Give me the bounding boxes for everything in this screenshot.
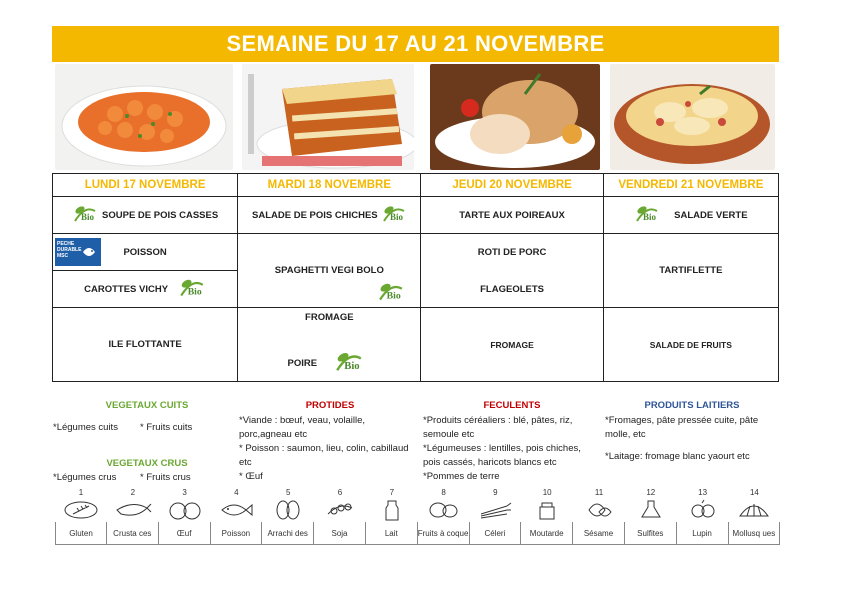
legend-line: *Légumeuses : lentilles, pois chiches, — [423, 443, 581, 454]
legend-line: etc — [239, 457, 252, 468]
menu-cell — [53, 197, 238, 234]
allergen-number: 2 — [130, 488, 136, 497]
legend-line: semoule etc — [423, 429, 475, 440]
legend-item: * Fruits crus — [140, 472, 191, 483]
peanut-icon — [262, 498, 314, 522]
bio-logo-icon — [634, 203, 660, 228]
allergen-item — [418, 488, 470, 545]
allergen-item — [677, 488, 729, 545]
allergen-number: 13 — [698, 488, 708, 497]
allergen-label: Œuf — [159, 522, 211, 545]
tartiflette-photo — [610, 64, 775, 170]
allergen-item — [625, 488, 677, 545]
allergen-label: Arrachi des — [262, 522, 314, 545]
legend-line: * Œuf — [239, 471, 263, 482]
legend-title-laitiers: PRODUITS LAITIERS — [644, 400, 740, 411]
allergen-item — [314, 488, 366, 545]
dish-name: POISSON — [123, 246, 167, 258]
lasagna-photo — [242, 64, 414, 170]
celery-icon — [469, 498, 521, 522]
menu-cell — [603, 308, 778, 382]
allergen-item — [55, 488, 107, 545]
allergen-number: 8 — [441, 488, 446, 497]
bio-logo-icon — [178, 276, 206, 303]
legend-line: *Pommes de terre — [423, 471, 500, 482]
dish-name: FROMAGE — [305, 311, 354, 323]
legend-line: * Poisson : saumon, lieu, colin, cabillaud — [239, 443, 409, 454]
day-header: JEUDI 20 NOVEMBRE — [421, 174, 603, 197]
bio-logo-icon — [72, 203, 98, 228]
legend-item: * Fruits cuits — [140, 422, 193, 433]
nut-icon — [418, 498, 470, 522]
allergen-number: 14 — [749, 488, 759, 497]
allergen-label: Gluten — [55, 522, 107, 545]
legend-text-protides — [239, 414, 424, 484]
allergen-label: Lupin — [677, 522, 729, 545]
svg-text:Bio: Bio — [81, 211, 95, 222]
fish-icon — [210, 498, 262, 522]
allergen-item — [521, 488, 573, 545]
allergen-label: Moutarde — [521, 522, 573, 545]
allergen-number: 3 — [182, 488, 187, 497]
legend-line: *Produits céréaliers : blé, pâtes, riz, — [423, 415, 573, 426]
allergen-label: Lait — [366, 522, 418, 545]
dish-name: POIRE — [287, 357, 318, 369]
allergen-item — [728, 488, 780, 545]
menu-table — [52, 173, 779, 382]
legend-line: pois cassés, haricots blancs etc — [423, 457, 557, 468]
menu-cell — [603, 234, 778, 308]
allergen-item — [107, 488, 159, 545]
carrots-photo — [55, 64, 233, 170]
menu-cell — [238, 308, 421, 382]
dish-name: TARTIFLETTE — [659, 265, 723, 276]
menu-cell — [53, 234, 238, 271]
day-header: LUNDI 17 NOVEMBRE — [53, 174, 238, 197]
allergen-label: Sésame — [573, 522, 625, 545]
dish-name: SPAGHETTI VEGI BOLO — [274, 265, 384, 276]
allergen-label: Fruits à coque — [418, 522, 470, 545]
egg-icon — [159, 498, 211, 522]
allergen-number: 4 — [234, 488, 239, 497]
menu-cell — [603, 197, 778, 234]
legend-text-laitiers — [605, 414, 783, 464]
allergen-item — [366, 488, 418, 545]
allergen-item — [159, 488, 211, 545]
dish-name: FLAGEOLETS — [480, 283, 544, 295]
legend-line: *Viande : bœuf, veau, volaille, — [239, 415, 366, 426]
allergen-label: Crusta ces — [107, 522, 159, 545]
shrimp-icon — [107, 498, 159, 522]
wheat-icon — [55, 498, 107, 522]
dish-name: SALADE VERTE — [674, 209, 748, 221]
legend-item: *Légumes crus — [53, 472, 117, 483]
shell-icon — [728, 498, 780, 522]
dish-name: FROMAGE — [490, 339, 534, 350]
allergen-label: Poisson — [210, 522, 262, 545]
menu-cell — [238, 197, 421, 234]
menu-cell — [53, 308, 238, 382]
allergen-label: Sulfites — [625, 522, 677, 545]
menu-cell — [53, 271, 238, 308]
allergen-item — [210, 488, 262, 545]
dish-name: CAROTTES VICHY — [84, 283, 169, 295]
allergen-number: 6 — [337, 488, 343, 497]
svg-text:DURABLE: DURABLE — [57, 247, 82, 253]
allergen-item — [262, 488, 314, 545]
menu-cell — [421, 197, 603, 234]
legend-line: *Laitage: fromage blanc yaourt etc — [605, 451, 750, 462]
allergen-number: 7 — [389, 488, 395, 497]
dish-name: SALADE DE POIS CHICHES — [252, 209, 378, 221]
menu-cell — [421, 308, 603, 382]
svg-text:Bio: Bio — [386, 290, 402, 302]
allergen-number: 11 — [594, 488, 604, 497]
svg-text:Bio: Bio — [187, 285, 202, 297]
allergen-number: 5 — [285, 488, 291, 497]
milk-icon — [366, 498, 418, 522]
allergen-label: Céleri — [469, 522, 521, 545]
svg-text:Bio: Bio — [344, 360, 360, 372]
sesame-icon — [573, 498, 625, 522]
legend-title-feculents: FECULENTS — [483, 400, 541, 411]
day-header: MARDI 18 NOVEMBRE — [238, 174, 421, 197]
allergen-label: Soja — [314, 522, 366, 545]
svg-text:PECHE: PECHE — [57, 241, 75, 247]
page-title: SEMAINE DU 17 AU 21 NOVEMBRE — [52, 26, 779, 62]
day-header: VENDREDI 21 NOVEMBRE — [603, 174, 778, 197]
allergen-number: 9 — [493, 488, 498, 497]
allergen-number: 10 — [542, 488, 552, 497]
dish-name: ILE FLOTTANTE — [108, 339, 182, 350]
bio-logo-icon — [381, 203, 407, 228]
legend-title-protides: PROTIDES — [305, 400, 355, 411]
legend-line: porc,agneau etc — [239, 429, 308, 440]
menu-cell — [238, 234, 421, 308]
dish-name: ROTI DE PORC — [477, 246, 547, 258]
lupin-icon — [677, 498, 729, 522]
svg-text:Bio: Bio — [389, 211, 403, 222]
legend-line: molle, etc — [605, 429, 646, 440]
mustard-icon — [521, 498, 573, 522]
legend-line: *Fromages, pâte pressée cuite, pâte — [605, 415, 759, 426]
roast-pork-photo — [430, 64, 600, 170]
legend-title-vegetaux-crus: VEGETAUX CRUS — [106, 458, 188, 469]
soy-icon — [314, 498, 366, 522]
allergen-item — [573, 488, 625, 545]
sulfite-icon — [625, 498, 677, 522]
dish-name: SOUPE DE POIS CASSES — [102, 209, 219, 221]
bio-logo-icon — [327, 349, 371, 378]
dish-name: SALADE DE FRUITS — [649, 339, 732, 350]
allergen-number: 1 — [78, 488, 84, 497]
legend-text-feculents — [423, 414, 603, 484]
allergen-label: Mollusq ues — [728, 522, 780, 545]
menu-cell — [421, 234, 603, 308]
dish-name: TARTE AUX POIREAUX — [459, 209, 565, 221]
bio-logo-icon — [376, 280, 406, 307]
allergen-item — [469, 488, 521, 545]
legend-title-vegetaux-cuits: VEGETAUX CUITS — [105, 400, 189, 411]
svg-text:MSC: MSC — [57, 253, 69, 259]
msc-logo-icon — [55, 238, 101, 269]
svg-text:Bio: Bio — [643, 211, 657, 222]
legend-item: *Légumes cuits — [53, 422, 118, 433]
allergen-number: 12 — [646, 488, 656, 497]
